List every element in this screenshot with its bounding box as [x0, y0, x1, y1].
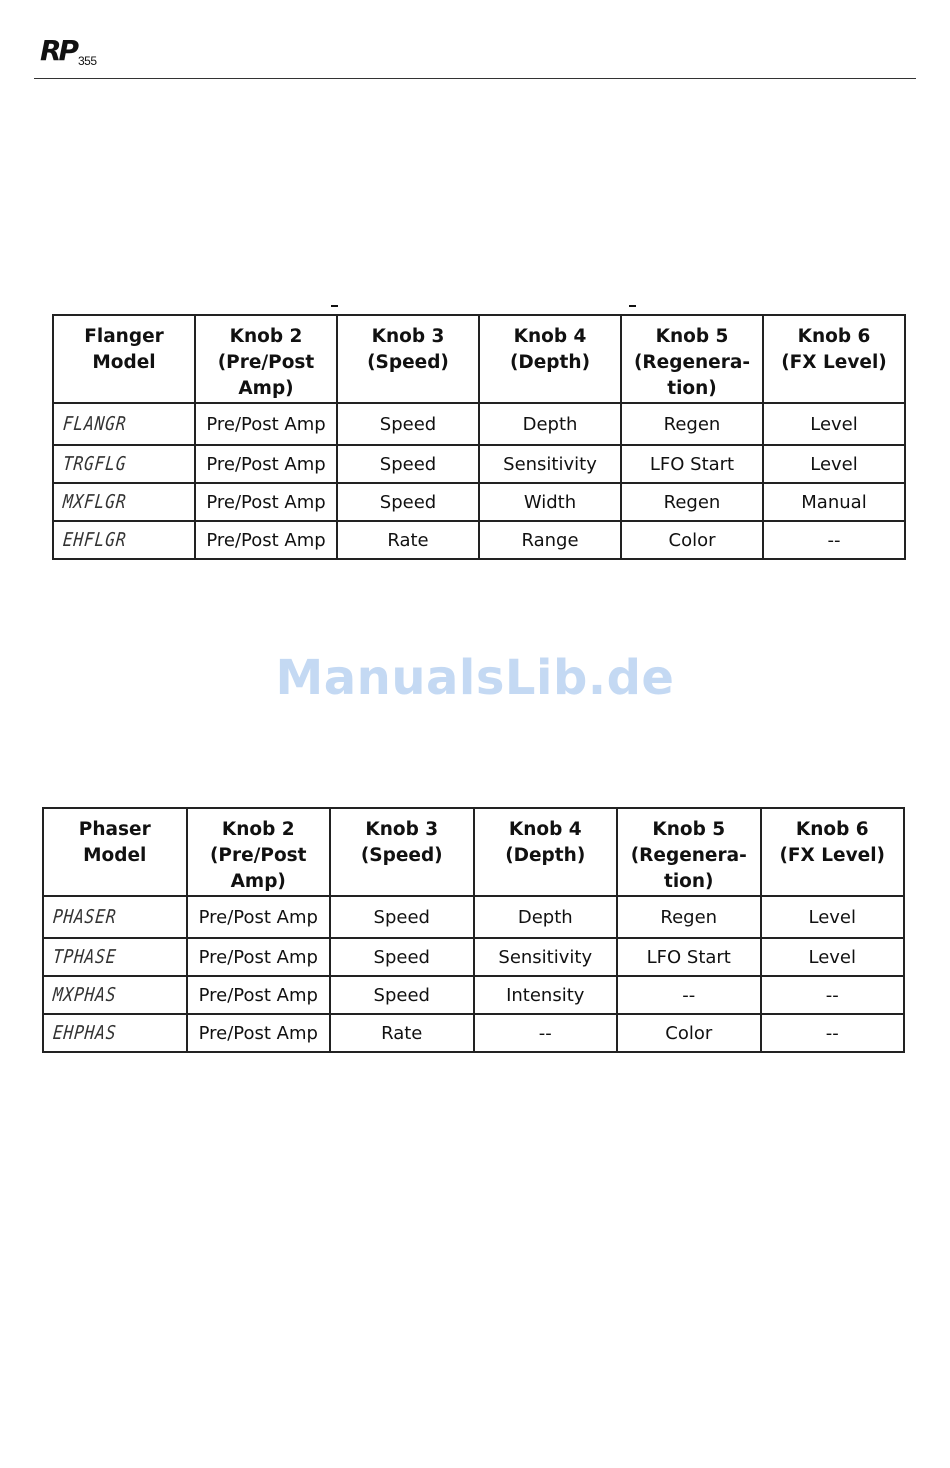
column-header-line: Knob 3: [371, 326, 445, 347]
parameter-cell: Level: [761, 938, 905, 976]
column-header-line: Flanger: [84, 326, 164, 347]
column-header: [621, 315, 763, 403]
parameter-cell: Level: [763, 403, 905, 445]
model-name-cell: [43, 976, 187, 1014]
table-row: [43, 976, 904, 1014]
parameter-cell: Pre/Post Amp: [187, 1014, 331, 1052]
table-row: [53, 445, 905, 483]
parameter-cell: Rate: [337, 521, 479, 559]
column-header-line: Knob 5: [652, 819, 726, 840]
rp355-logo: [40, 34, 104, 72]
logo-main-text: RP: [40, 34, 77, 67]
model-name-text: EHFLGR: [62, 529, 128, 551]
column-header: [330, 808, 474, 896]
decorative-tick: [629, 305, 636, 307]
column-header-line: Phaser: [78, 819, 151, 840]
logo-sub-text: 355: [78, 54, 97, 68]
column-header-line: Model: [92, 352, 156, 373]
parameter-cell: --: [761, 1014, 905, 1052]
column-header: [337, 315, 479, 403]
model-name-text: TRGFLG: [62, 453, 128, 475]
parameter-cell: Speed: [337, 403, 479, 445]
column-header: [761, 808, 905, 896]
parameter-cell: Manual: [763, 483, 905, 521]
column-header-line: (Depth): [509, 352, 591, 373]
parameter-cell: Regen: [621, 483, 763, 521]
column-header-line: Knob 4: [513, 326, 587, 347]
watermark: ManualsLib.de: [275, 650, 675, 706]
column-header-line: (FX Level): [779, 845, 886, 866]
model-name-cell: [53, 483, 195, 521]
column-header-line: Amp): [238, 378, 294, 399]
table-header-row: [53, 315, 905, 403]
table-header-row: [43, 808, 904, 896]
model-name-cell: [53, 403, 195, 445]
parameter-cell: Depth: [479, 403, 621, 445]
parameter-cell: LFO Start: [621, 445, 763, 483]
column-header-line: (Depth): [505, 845, 586, 866]
model-name-cell: [53, 521, 195, 559]
column-header-line: (FX Level): [781, 352, 887, 373]
parameter-cell: Pre/Post Amp: [187, 938, 331, 976]
parameter-cell: --: [763, 521, 905, 559]
parameter-cell: Pre/Post Amp: [195, 483, 337, 521]
column-header-line: (Speed): [367, 352, 449, 373]
flanger-knob-table: [52, 314, 906, 560]
parameter-cell: Depth: [474, 896, 618, 938]
decorative-tick: [331, 305, 338, 307]
model-name-cell: [43, 938, 187, 976]
column-header: [479, 315, 621, 403]
parameter-cell: Speed: [330, 976, 474, 1014]
model-name-text: MXPHAS: [52, 984, 118, 1006]
column-header-line: Knob 5: [655, 326, 729, 347]
parameter-cell: Sensitivity: [474, 938, 618, 976]
column-header-line: Amp): [230, 871, 286, 892]
model-name-text: FLANGR: [62, 413, 128, 435]
column-header-line: (Pre/Post: [217, 352, 315, 373]
table-row: [53, 521, 905, 559]
column-header-line: tion): [667, 378, 717, 399]
column-header: [474, 808, 618, 896]
parameter-cell: Regen: [621, 403, 763, 445]
parameter-cell: Range: [479, 521, 621, 559]
column-header-line: tion): [663, 871, 714, 892]
parameter-cell: Sensitivity: [479, 445, 621, 483]
parameter-cell: Color: [617, 1014, 761, 1052]
parameter-cell: Pre/Post Amp: [195, 521, 337, 559]
column-header: [43, 808, 187, 896]
column-header-line: (Speed): [360, 845, 443, 866]
table-row: [43, 896, 904, 938]
parameter-cell: Pre/Post Amp: [187, 896, 331, 938]
column-header: [195, 315, 337, 403]
column-header: [617, 808, 761, 896]
table-row: [53, 403, 905, 445]
column-header: [53, 315, 195, 403]
parameter-cell: --: [474, 1014, 618, 1052]
table-row: [43, 1014, 904, 1052]
parameter-cell: Color: [621, 521, 763, 559]
parameter-cell: Pre/Post Amp: [195, 403, 337, 445]
table-row: [43, 938, 904, 976]
parameter-cell: Level: [763, 445, 905, 483]
model-name-text: EHPHAS: [52, 1022, 118, 1044]
parameter-cell: Rate: [330, 1014, 474, 1052]
column-header-line: (Regenera-: [633, 352, 751, 373]
model-name-text: MXFLGR: [62, 491, 128, 513]
column-header-line: (Regenera-: [630, 845, 747, 866]
phaser-knob-table: [42, 807, 905, 1053]
parameter-cell: Pre/Post Amp: [195, 445, 337, 483]
column-header-line: Knob 2: [229, 326, 303, 347]
model-name-cell: [43, 1014, 187, 1052]
column-header-line: Knob 3: [365, 819, 439, 840]
parameter-cell: --: [617, 976, 761, 1014]
parameter-cell: Speed: [330, 938, 474, 976]
column-header: [187, 808, 331, 896]
parameter-cell: Speed: [330, 896, 474, 938]
model-name-text: PHASER: [52, 906, 118, 928]
parameter-cell: Level: [761, 896, 905, 938]
parameter-cell: Speed: [337, 483, 479, 521]
parameter-cell: Intensity: [474, 976, 618, 1014]
column-header-line: Knob 2: [221, 819, 295, 840]
column-header-line: Knob 6: [795, 819, 869, 840]
column-header-line: Model: [83, 845, 147, 866]
column-header-line: (Pre/Post: [209, 845, 307, 866]
table-row: [53, 483, 905, 521]
parameter-cell: Regen: [617, 896, 761, 938]
model-name-cell: [53, 445, 195, 483]
page-header: [34, 30, 916, 79]
column-header: [763, 315, 905, 403]
parameter-cell: Speed: [337, 445, 479, 483]
parameter-cell: Width: [479, 483, 621, 521]
parameter-cell: Pre/Post Amp: [187, 976, 331, 1014]
parameter-cell: --: [761, 976, 905, 1014]
column-header-line: Knob 6: [797, 326, 871, 347]
parameter-cell: LFO Start: [617, 938, 761, 976]
column-header-line: Knob 4: [508, 819, 582, 840]
model-name-cell: [43, 896, 187, 938]
model-name-text: TPHASE: [52, 946, 118, 968]
